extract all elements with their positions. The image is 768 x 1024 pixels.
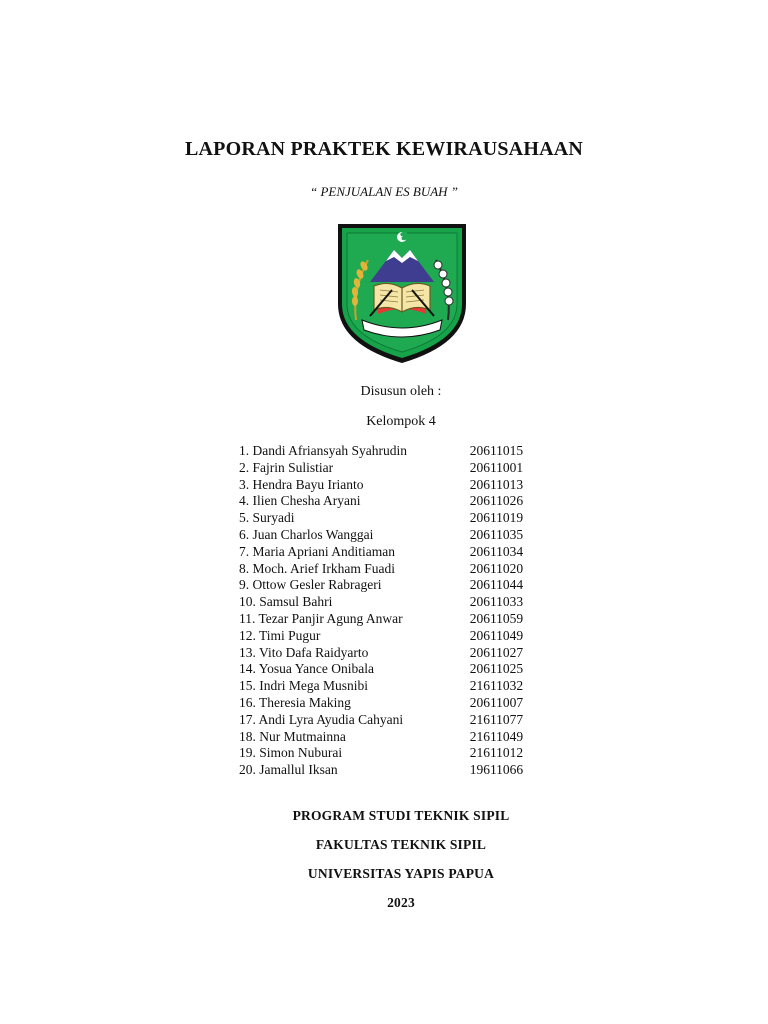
report-title: LAPORAN PRAKTEK KEWIRAUSAHAAN (184, 138, 584, 160)
member-nim: 21611077 (469, 711, 524, 727)
member-name: 15. Indri Mega Musnibi (239, 678, 368, 694)
member-name: 2. Fajrin Sulistiar (239, 459, 334, 475)
member-nim: 21611012 (469, 745, 524, 761)
member-nim: 20611020 (469, 560, 524, 576)
member-nim: 20611026 (469, 493, 524, 509)
member-name: 4. Ilien Chesha Aryani (239, 493, 361, 509)
member-name: 10. Samsul Bahri (239, 594, 333, 610)
member-name: 1. Dandi Afriansyah Syahrudin (239, 443, 407, 458)
member-nim: 20611059 (469, 610, 524, 626)
list-item (239, 493, 539, 510)
member-name: 7. Maria Apriani Anditiaman (239, 543, 395, 559)
list-item (239, 477, 539, 494)
member-name: 8. Moch. Arief Irkham Fuadi (239, 560, 395, 576)
compiled-by-label: Disusun oleh : (360, 384, 442, 399)
list-item (239, 645, 539, 662)
list-item (239, 628, 539, 645)
list-item (239, 443, 539, 460)
list-item (239, 594, 539, 611)
list-item (239, 527, 539, 544)
member-nim: 20611033 (469, 594, 524, 610)
member-name: 16. Theresia Making (239, 694, 351, 710)
group-label: Kelompok 4 (366, 414, 436, 429)
list-item (239, 577, 539, 594)
member-nim: 20611013 (469, 476, 524, 492)
list-item (239, 712, 539, 729)
member-name: 3. Hendra Bayu Irianto (239, 476, 364, 492)
member-name: 6. Juan Charlos Wanggai (239, 526, 374, 542)
member-name: 5. Suryadi (239, 510, 295, 526)
member-name: 19. Simon Nuburai (239, 745, 343, 761)
year-label: 2023 (387, 895, 415, 910)
program-label: PROGRAM STUDI TEKNIK SIPIL (292, 808, 510, 823)
member-nim: 20611007 (469, 694, 524, 710)
member-nim: 20611015 (469, 443, 524, 458)
member-name: 20. Jamallul Iksan (239, 762, 338, 778)
university-emblem (334, 220, 470, 366)
member-list (239, 443, 539, 779)
member-nim: 19611066 (469, 762, 524, 778)
member-nim: 20611027 (469, 644, 524, 660)
member-nim: 20611034 (469, 543, 524, 559)
list-item (239, 762, 539, 779)
member-nim: 20611035 (469, 526, 524, 542)
list-item (239, 561, 539, 578)
member-name: 13. Vito Dafa Raidyarto (239, 644, 369, 660)
list-item (239, 510, 539, 527)
member-nim: 20611044 (469, 577, 524, 593)
member-nim: 20611001 (469, 459, 524, 475)
list-item (239, 661, 539, 678)
list-item (239, 678, 539, 695)
list-item (239, 695, 539, 712)
member-name: 18. Nur Mutmainna (239, 728, 346, 744)
member-nim: 20611019 (469, 510, 524, 526)
member-nim: 20611025 (469, 661, 524, 677)
list-item (239, 729, 539, 746)
member-name: 14. Yosua Yance Onibala (239, 661, 374, 677)
member-nim: 20611049 (469, 627, 524, 643)
list-item (239, 745, 539, 762)
member-nim: 21611032 (469, 678, 524, 694)
list-item (239, 460, 539, 477)
list-item (239, 544, 539, 561)
member-name: 9. Ottow Gesler Rabrageri (239, 577, 382, 593)
member-name: 17. Andi Lyra Ayudia Cahyani (239, 711, 404, 727)
report-subtitle: “ PENJUALAN ES BUAH ” (309, 184, 459, 199)
faculty-label: FAKULTAS TEKNIK SIPIL (315, 837, 487, 852)
member-name: 12. Timi Pugur (239, 627, 321, 643)
university-label: UNIVERSITAS YAPIS PAPUA (307, 866, 495, 881)
member-nim: 21611049 (469, 728, 524, 744)
list-item (239, 611, 539, 628)
member-name: 11. Tezar Panjir Agung Anwar (239, 610, 403, 626)
